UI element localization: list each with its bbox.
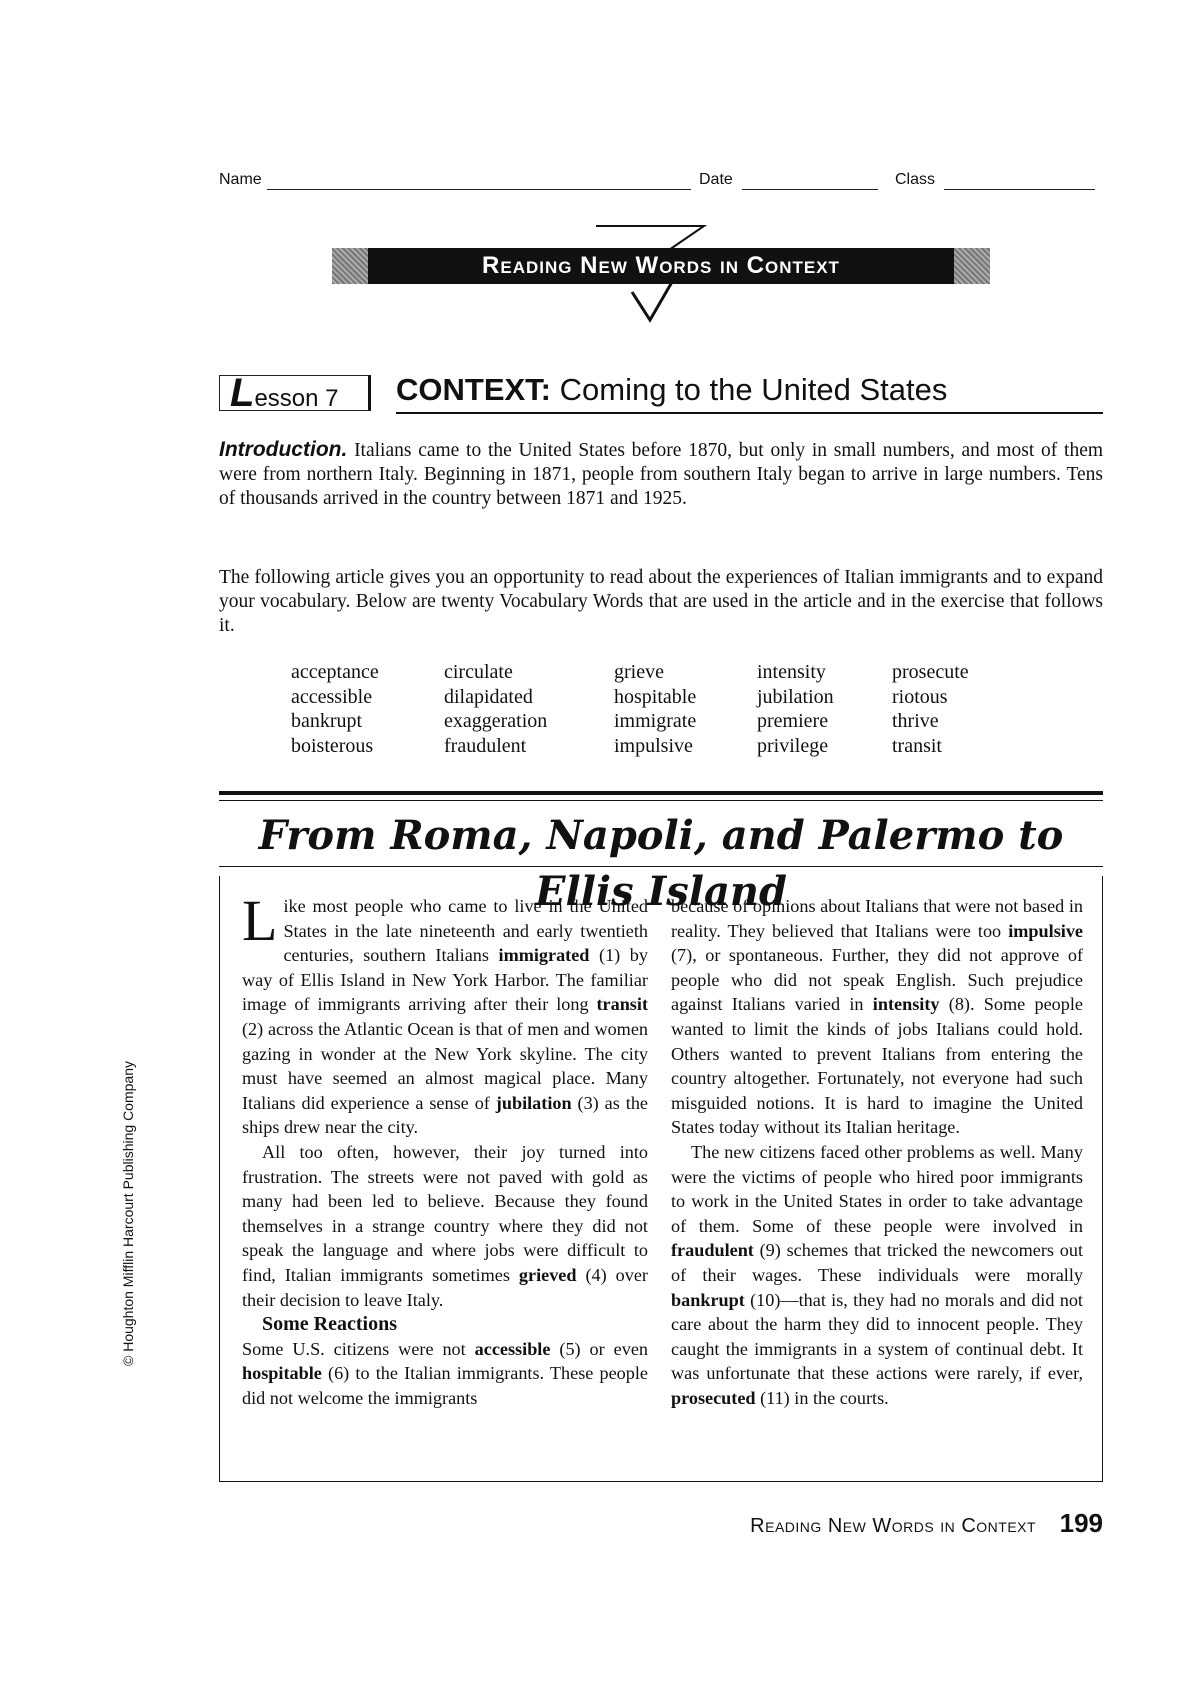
lesson-number-box xyxy=(219,371,371,415)
vocab-column xyxy=(291,660,379,758)
lesson-initial: L xyxy=(230,371,255,415)
class-label: Class xyxy=(895,171,936,188)
article-paragraph: The new citizens faced other problems as well. Many were the victims of people who hired poor immigrants to work in the United States in order to take advantage of them. Some of these people were involved in fraudulent (9) schemes that tricked the newcomers out of their wages. These individuals were morally bankrupt (10)—that is, they had no morals and did not care about the harm they did to innocent people. They caught the immigrants in a system of continual debt. It was unfortunate that these actions were rarely, if ever, prosecuted (11) in the courts. xyxy=(671,1141,1083,1408)
article-paragraph: All too often, however, their joy turned into frustration. The streets were not paved with gold as many had been led to believe. Because they found themselves in a strange country where they did not speak the language and where jobs were difficult to find, Italian immigrants sometimes grieved (4) over their decision to leave Italy. xyxy=(242,1141,648,1310)
copyright-notice: © Houghton Mifflin Harcourt Publishing Company xyxy=(120,1061,136,1366)
article-subhead: Some Reactions xyxy=(262,1313,397,1336)
vocab-column xyxy=(444,660,547,758)
vocab-word: transit xyxy=(892,734,942,757)
page-number: 199 xyxy=(1059,1508,1103,1538)
vocab-word: grieve xyxy=(614,661,664,683)
instructions-paragraph: The following article gives you an opportunity to read about the experiences of Italian immigrants and to expand your vocabulary. Below are twenty Vocabulary Words that are used in the article and in the exercise that follows it. xyxy=(219,567,1103,636)
running-head: Reading New Words in Context xyxy=(750,1515,1037,1537)
vocab-word: intensity xyxy=(757,661,826,683)
banner-title: Reading New Words in Context xyxy=(482,252,840,279)
context-heading xyxy=(396,372,947,408)
article-paragraph: Some U.S. citizens were not accessible (5) or even hospitable (6) to the Italian immigrants. These people did not welcome the immigrants xyxy=(242,1338,648,1408)
banner-right-block xyxy=(954,248,990,284)
intro-text: Italians came to the United States before 1870, but only in small numbers, and most of them were from northern Italy. Beginning in 1871, people from southern Italy began to arrive in large numbers. Tens of thousands arrived in the country between 1871 and 1925. xyxy=(219,440,1104,509)
banner-left-block xyxy=(332,248,368,284)
context-underline xyxy=(396,412,1103,414)
vocab-word: immigrate xyxy=(614,710,697,732)
context-label: CONTEXT: xyxy=(396,372,551,407)
intro-paragraph xyxy=(219,438,1103,511)
vocab-word: accessible xyxy=(291,685,373,708)
article-paragraph: because of opinions about Italians that were not based in reality. They believed that Italians were too impulsive (7), or spontaneous. Further, they did not approve of people who did not speak English. Such prejudice against Italians varied in intensity (8). Some people wanted to limit the kinds of jobs Italians could hold. Others wanted to prevent Italians from entering the country altogether. Fortunately, not everyone had such misguided notions. It is hard to imagine the United States today without its Italian heritage. xyxy=(671,896,1083,1138)
vocab-word: hospitable xyxy=(614,685,697,708)
vocab-word: fraudulent xyxy=(444,734,527,757)
section-banner xyxy=(332,222,990,332)
header-fields xyxy=(219,171,1095,195)
vocab-word: bankrupt xyxy=(291,710,363,732)
date-field-line[interactable] xyxy=(742,189,878,190)
vocab-word: boisterous xyxy=(291,734,374,757)
vocab-word: thrive xyxy=(892,710,939,732)
intro-label: Introduction. xyxy=(219,438,348,461)
vocab-word: privilege xyxy=(757,734,829,757)
name-label: Name xyxy=(219,171,262,188)
article-body xyxy=(219,876,1103,1482)
vocab-word: prosecute xyxy=(892,661,969,683)
vocab-word: impulsive xyxy=(614,734,693,757)
article-column-left xyxy=(242,888,648,1410)
vocab-word: acceptance xyxy=(291,661,379,683)
vocab-word: premiere xyxy=(757,710,829,732)
vocab-word: dilapidated xyxy=(444,685,533,708)
vocab-column xyxy=(892,660,969,758)
lesson-number: esson 7 xyxy=(254,385,339,412)
vocab-word: exaggeration xyxy=(444,710,548,732)
article-rule-thin xyxy=(219,800,1103,801)
article-title: From Roma, Napoli, and Palermo to Ellis Island xyxy=(258,812,1064,915)
context-title: Coming to the United States xyxy=(559,372,948,407)
date-label: Date xyxy=(699,171,733,188)
page-footer xyxy=(750,1508,1103,1539)
article-rule-thick xyxy=(219,791,1103,795)
vocab-column xyxy=(757,660,834,758)
article-title-rule xyxy=(219,866,1103,867)
name-field-line[interactable] xyxy=(267,189,691,190)
vocab-word: jubilation xyxy=(757,685,834,708)
vocab-word: circulate xyxy=(444,661,513,683)
article-column-right xyxy=(671,894,1083,1410)
class-field-line[interactable] xyxy=(944,189,1095,190)
article-paragraph: Like most people who came to live in the United States in the late nineteenth and early twentieth centuries, southern Italians immigrated (1) by way of Ellis Island in New York Harbor. The familiar image of immigrants arriving after their long transit (2) across the Atlantic Ocean is that of men and women gazing in wonder at the New York skyline. The city must have seemed an almost magical place. Many Italians did experience a sense of jubilation (3) as the ships drew near the city. xyxy=(242,888,648,1138)
vocab-column xyxy=(614,660,696,758)
vocab-word: riotous xyxy=(892,685,948,708)
